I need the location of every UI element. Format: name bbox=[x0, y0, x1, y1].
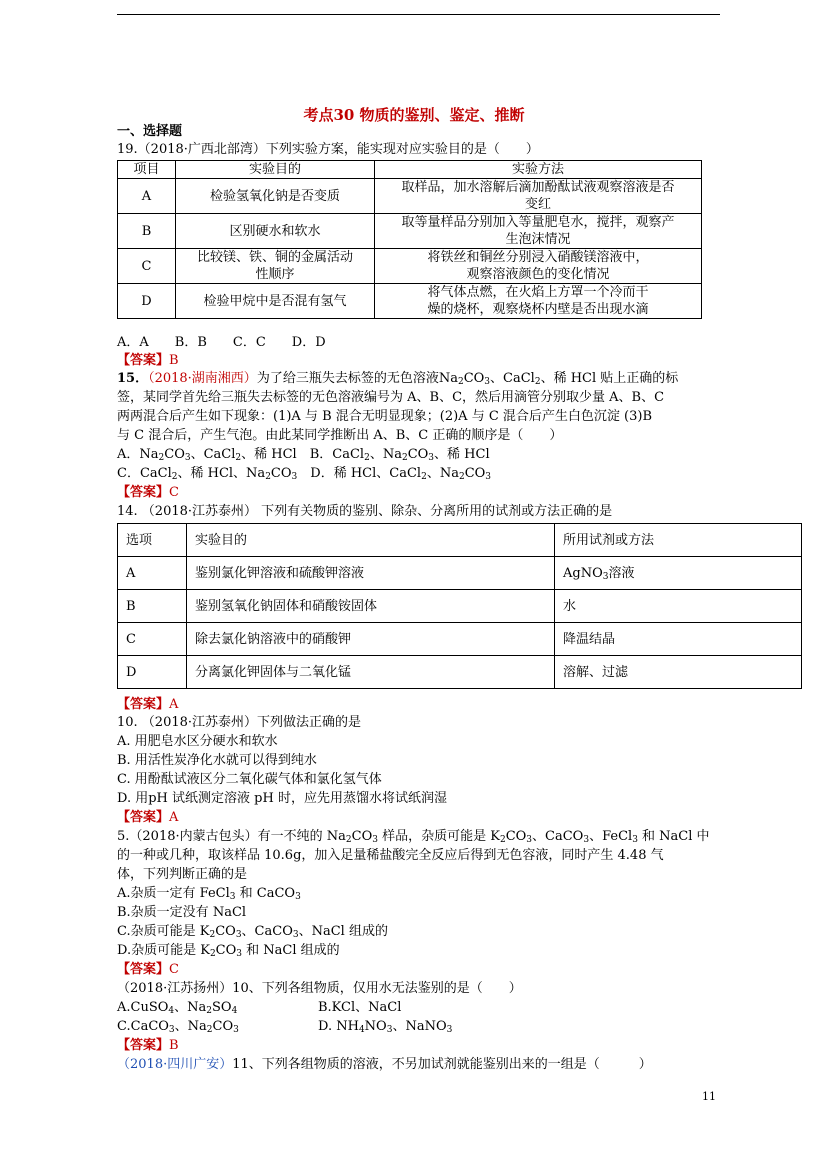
page-number: 11 bbox=[702, 1090, 716, 1103]
header-rule bbox=[117, 14, 720, 15]
table-row bbox=[118, 590, 802, 623]
table-header-row bbox=[118, 524, 802, 557]
table-row bbox=[118, 557, 802, 590]
question-10-option-d: D. 用pH 试纸测定溶液 pH 时，应先用蒸馏水将试纸润湿 bbox=[117, 791, 447, 806]
question-14-stem: 14. （2018·江苏泰州） 下列有关物质的鉴别、除杂、分离所用的试剂或方法正确的是 bbox=[117, 504, 613, 519]
answer-line bbox=[117, 961, 179, 979]
question-15-options-ab: A．$Na_2CO_3$、CaCl$_2$、稀 HCl B．CaCl$_2$、$Na_2CO_3$、稀 HCl bbox=[117, 447, 490, 463]
table-cell: 检验氢氧化钠是否变质 bbox=[176, 179, 375, 214]
question-15-line-1: 15．（2018·湖南湘西）为了给三瓶失去标签的无色溶液$Na_2CO_3$、CaCl$_2$、稀 HCl 贴上正确的标 bbox=[117, 371, 679, 387]
table-cell: 取样品，加水溶解后滴加酚酞试液观察溶液是否 变红 bbox=[375, 179, 702, 214]
table-header-cell: 实验目的 bbox=[176, 161, 375, 179]
method-text: 溶液 bbox=[608, 565, 635, 581]
answer-line bbox=[117, 352, 179, 370]
answer-value: A bbox=[169, 810, 179, 825]
table-cell: B bbox=[118, 214, 176, 249]
table-header-row bbox=[118, 161, 702, 179]
question-10-option-c: C. 用酚酞试液区分二氧化碳气体和氯化氢气体 bbox=[117, 772, 382, 787]
answer-line bbox=[117, 809, 178, 827]
table-cell: C bbox=[118, 249, 176, 284]
table-cell: D bbox=[118, 656, 187, 689]
table-cell: D bbox=[118, 284, 176, 319]
answer-label: 【答案】 bbox=[117, 485, 170, 500]
table-cell: AgNO$_3$溶液 bbox=[555, 557, 802, 590]
question-10b-option-d: D. $NH_4NO_3$、NaNO$_3$ bbox=[318, 1019, 453, 1035]
table-cell: 取等量样品分别加入等量肥皂水，搅拌，观察产 生泡沫情况 bbox=[375, 214, 702, 249]
table-cell: 分离氯化钾固体与二氧化锰 bbox=[187, 656, 555, 689]
question-5-option-b: B.杂质一定没有 NaCl bbox=[117, 905, 247, 920]
answer-label: 【答案】 bbox=[117, 353, 170, 368]
answer-value: C bbox=[169, 962, 179, 977]
table-cell: 溶解、过滤 bbox=[555, 656, 802, 689]
answer-value: B bbox=[169, 353, 179, 368]
table-row bbox=[118, 214, 702, 249]
table-cell: C bbox=[118, 623, 187, 656]
answer-value: B bbox=[169, 1038, 179, 1053]
question-5-option-d: D.杂质可能是 $K_2CO_3$ 和 NaCl 组成的 bbox=[117, 943, 340, 959]
question-10b-option-b: B.KCl、NaCl bbox=[318, 1000, 402, 1015]
page-title: 考点30 物质的鉴别、鉴定、推断 bbox=[303, 106, 525, 124]
question-source: （2018·湖南湘西） bbox=[148, 371, 257, 386]
table-row bbox=[118, 623, 802, 656]
table-row bbox=[118, 179, 702, 214]
question-source: （2018·四川广安） bbox=[117, 1057, 233, 1072]
table-cell: 区别硬水和软水 bbox=[176, 214, 375, 249]
table-cell: 比较镁、铁、铜的金属活动 性顺序 bbox=[176, 249, 375, 284]
table-cell: A bbox=[118, 179, 176, 214]
question-10b-option-c: C.CaCO$_3$、$Na_2CO_3$ bbox=[117, 1019, 239, 1035]
question-10-option-b: B. 用活性炭净化水就可以得到纯水 bbox=[117, 753, 317, 768]
table-row bbox=[118, 284, 702, 319]
table-cell: 将铁丝和铜丝分别浸入硝酸镁溶液中， 观察溶液颜色的变化情况 bbox=[375, 249, 702, 284]
question-5-line-3: 体，下列判断正确的是 bbox=[117, 867, 248, 882]
question-number: 15． bbox=[117, 371, 149, 386]
table-row bbox=[118, 249, 702, 284]
table-cell: 水 bbox=[555, 590, 802, 623]
table-header-cell: 所用试剂或方法 bbox=[555, 524, 802, 557]
question-14-table bbox=[117, 523, 802, 689]
section-heading: 一、选择题 bbox=[117, 124, 183, 139]
table-cell: A bbox=[118, 557, 187, 590]
table-header-cell: 项目 bbox=[118, 161, 176, 179]
question-15-line-2: 签，某同学首先给三瓶失去标签的无色溶液编号为 A、B、C，然后用滴管分别取少量 A、B、C bbox=[117, 390, 665, 405]
table-row bbox=[118, 656, 802, 689]
answer-label: 【答案】 bbox=[117, 1038, 170, 1053]
question-text: 为了给三瓶失去标签的无色溶液Na bbox=[256, 371, 458, 386]
question-5-line-2: 的一种或几种，取该样品 10.6g，加入足量稀盐酸完全反应后得到无色容液，同时产生 4.48 气 bbox=[117, 848, 664, 863]
question-19-stem: 19.（2018·广西北部湾）下列实验方案，能实现对应实验目的是（ ） bbox=[117, 142, 539, 157]
question-15-options-cd: C．CaCl$_2$、稀 HCl、$Na_2CO_3$ D．稀 HCl、CaCl$_2$、$Na_2CO_3$ bbox=[117, 466, 492, 482]
question-15-line-4: 与 C 混合后，产生气泡。由此某同学推断出 A、B、C 正确的顺序是（ ） bbox=[117, 428, 563, 443]
answer-line bbox=[117, 1037, 179, 1055]
question-5-line-1: 5.（2018·内蒙古包头）有一不纯的 $Na_2CO_3$ 样品，杂质可能是 $K_2CO_3$、CaCO$_3$、FeCl$_3$ 和 NaCl 中 bbox=[117, 829, 710, 845]
table-cell: 除去氯化钠溶液中的硝酸钾 bbox=[187, 623, 555, 656]
question-15-line-3: 两两混合后产生如下现象：(1)A 与 B 混合无明显现象；(2)A 与 C 混合后产生白色沉淀 (3)B bbox=[117, 409, 652, 424]
question-10-option-a: A. 用肥皂水区分硬水和软水 bbox=[117, 734, 278, 749]
answer-label: 【答案】 bbox=[117, 697, 170, 712]
question-19-options: A．A B．B C．C D．D bbox=[117, 335, 326, 350]
table-cell: B bbox=[118, 590, 187, 623]
question-10b-option-a: A.CuSO$_4$、$Na_2SO_4$ bbox=[117, 1000, 238, 1016]
table-header-cell: 实验目的 bbox=[187, 524, 555, 557]
table-cell: 检验甲烷中是否混有氢气 bbox=[176, 284, 375, 319]
answer-line bbox=[117, 484, 179, 502]
table-cell: 将气体点燃，在火焰上方罩一个冷而干 燥的烧杯，观察烧杯内壁是否出现水滴 bbox=[375, 284, 702, 319]
answer-label: 【答案】 bbox=[117, 810, 170, 825]
answer-value: A bbox=[169, 697, 179, 712]
table-cell: 鉴别氢氧化钠固体和硝酸铵固体 bbox=[187, 590, 555, 623]
question-11-stem-line bbox=[117, 1056, 652, 1074]
question-5-option-a: A.杂质一定有 FeCl$_3$ 和 CaCO$_3$ bbox=[117, 886, 301, 902]
table-cell: 鉴别氯化钾溶液和硫酸钾溶液 bbox=[187, 557, 555, 590]
question-10b-stem: （2018·江苏扬州）10、下列各组物质，仅用水无法鉴别的是（ ） bbox=[117, 981, 522, 996]
table-header-cell: 实验方法 bbox=[375, 161, 702, 179]
answer-label: 【答案】 bbox=[117, 962, 170, 977]
table-header-cell: 选项 bbox=[118, 524, 187, 557]
answer-value: C bbox=[169, 485, 179, 500]
answer-line bbox=[117, 696, 178, 714]
question-5-option-c: C.杂质可能是 $K_2CO_3$、CaCO$_3$、NaCl 组成的 bbox=[117, 924, 388, 940]
question-text: 11、下列各组物质的溶液，不另加试剂就能鉴别出来的一组是（ ） bbox=[232, 1057, 652, 1072]
question-19-table bbox=[117, 160, 702, 319]
question-10-stem: 10. （2018·江苏泰州）下列做法正确的是 bbox=[117, 715, 362, 730]
table-cell: 降温结晶 bbox=[555, 623, 802, 656]
